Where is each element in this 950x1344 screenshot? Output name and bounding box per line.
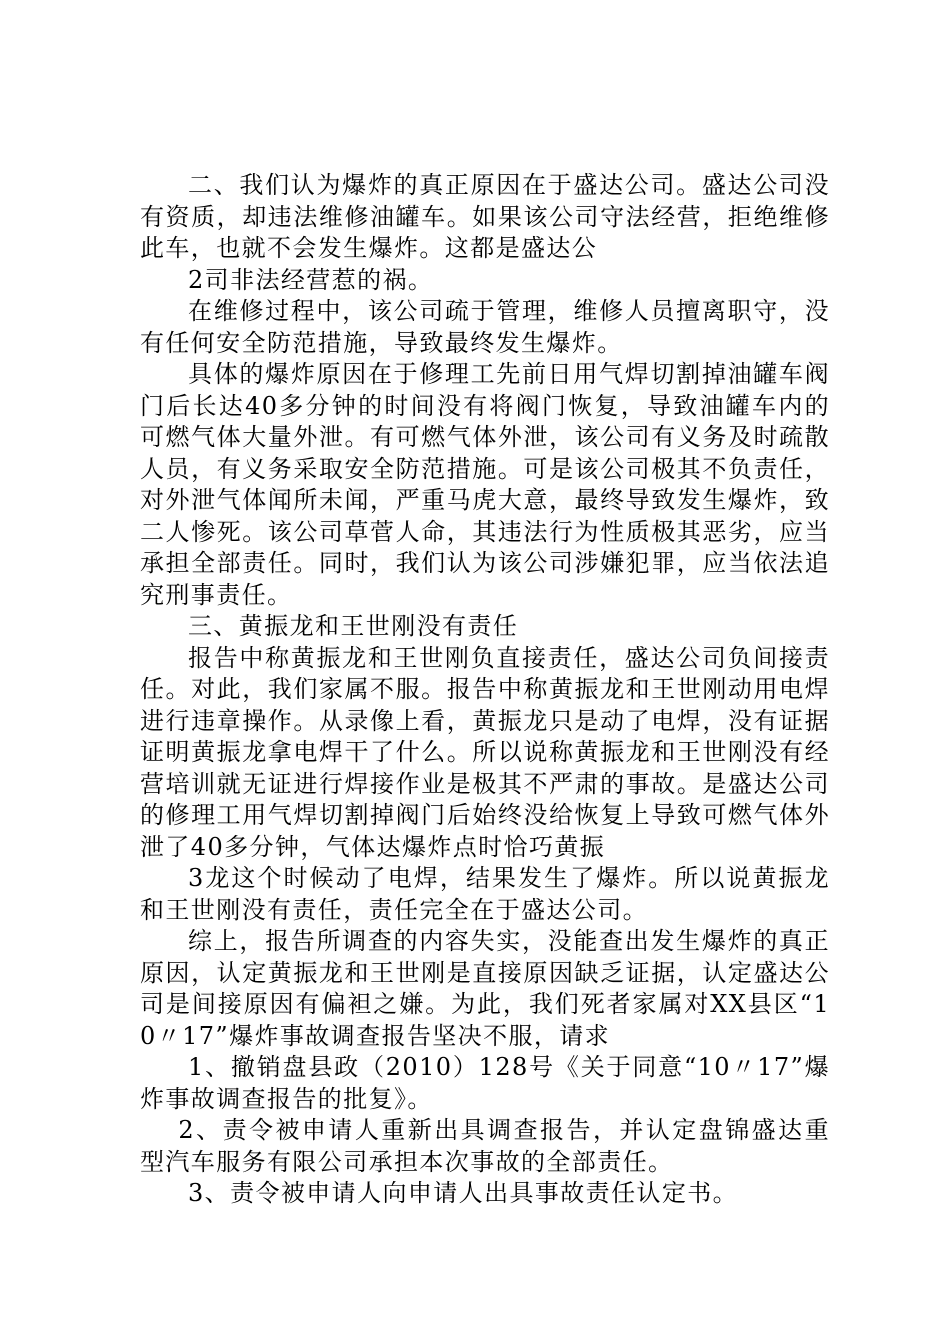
paragraph-request-three: 3、责令被申请人向申请人出具事故责任认定书。 <box>188 1179 739 1207</box>
paragraph-request-one: 1、撤销盘县政（2010）128号《关于同意“10〃17”爆炸事故调查报告的批复》。 <box>140 1053 830 1113</box>
paragraph-section-two-heading: 二、我们认为爆炸的真正原因在于盛达公司。盛达公司没有资质，却违法维修油罐车。如果该公司守法经营，拒绝维修此车，也就不会发生爆炸。这都是盛达公 <box>140 171 830 262</box>
paragraph-request-two: 2、责令被申请人重新出具调查报告，并认定盘锦盛达重型汽车服务有限公司承担本次事故的全部责任。 <box>140 1116 830 1176</box>
paragraph-section-three-heading: 三、黄振龙和王世刚没有责任 <box>188 612 519 640</box>
document-body <box>140 170 830 1210</box>
paragraph-page-two-continuation: 2司非法经营惹的祸。 <box>188 265 434 294</box>
paragraph-management-negligence: 在维修过程中，该公司疏于管理，维修人员擅离职守，没有任何安全防范措施，导致最终发生爆炸。 <box>140 297 830 357</box>
paragraph-page-three-continuation: 3龙这个时候动了电焊，结果发生了爆炸。所以说黄振龙和王世刚没有责任，责任完全在于盛达公司。 <box>140 864 830 924</box>
paragraph-conclusion: 综上，报告所调查的内容失实，没能查出发生爆炸的真正原因，认定黄振龙和王世刚是直接原因缺乏证据，认定盛达公司是间接原因有偏袒之嫌。为此，我们死者家属对XX县区“10〃17”爆炸事故调查报告坚决不服，请求 <box>140 927 830 1050</box>
paragraph-explosion-cause: 具体的爆炸原因在于修理工先前日用气焊切割掉油罐车阀门后长达40多分钟的时间没有将阀门恢复，导致油罐车内的可燃气体大量外泄。有可燃气体外泄，该公司有义务及时疏散人员，有义务采取安全防范措施。可是该公司极其不负责任，对外泄气体闻所未闻，严重马虎大意，最终导致发生爆炸，致二人惨死。该公司草菅人命，其违法行为性质极其恶劣，应当承担全部责任。同时，我们认为该公司涉嫌犯罪，应当依法追究刑事责任。 <box>140 360 830 609</box>
paragraph-report-dispute: 报告中称黄振龙和王世刚负直接责任，盛达公司负间接责任。对此，我们家属不服。报告中称黄振龙和王世刚动用电焊进行违章操作。从录像上看，黄振龙只是动了电焊，没有证据证明黄振龙拿电焊干了什么。所以说称黄振龙和王世刚没有经营培训就无证进行焊接作业是极其不严肃的事故。是盛达公司的修理工用气焊切割掉阀门后始终没给恢复上导致可燃气体外泄了40多分钟，气体达爆炸点时恰巧黄振 <box>140 643 830 861</box>
